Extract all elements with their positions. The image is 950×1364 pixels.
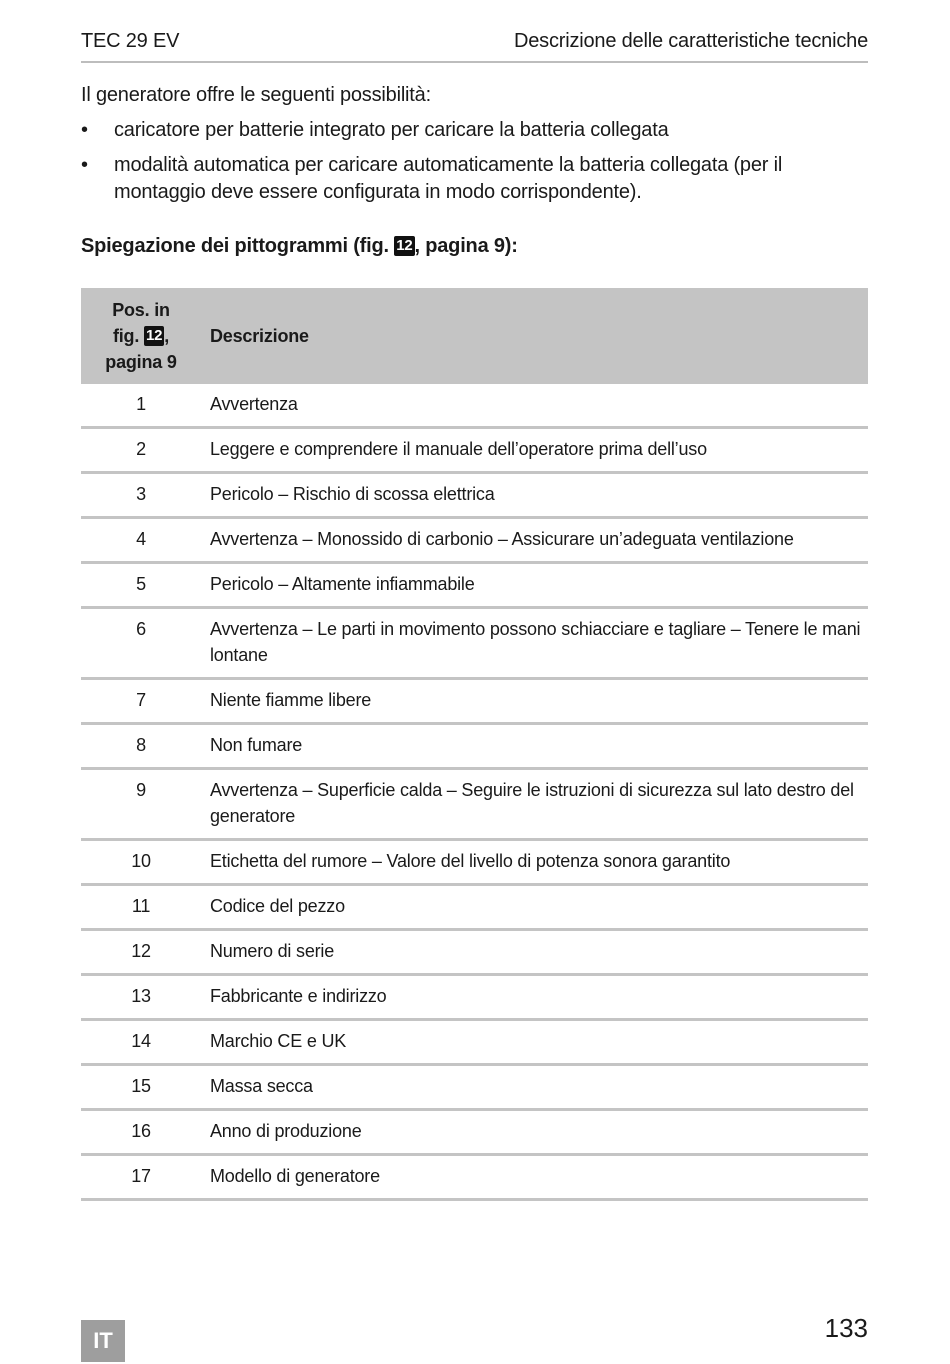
- table-row: [81, 840, 868, 885]
- table-row: [81, 428, 868, 473]
- header-model: TEC 29 EV: [81, 30, 180, 52]
- row-position: 14: [81, 1020, 201, 1065]
- intro-section: [81, 82, 871, 214]
- row-description: Etichetta del rumore – Valore del livello di potenza sonora garantito: [201, 840, 868, 885]
- row-position: 5: [81, 563, 201, 608]
- list-item: [81, 152, 871, 206]
- row-description: Non fumare: [201, 724, 868, 769]
- table-row: [81, 975, 868, 1020]
- table-row: [81, 1020, 868, 1065]
- table-row: [81, 885, 868, 930]
- row-position: 10: [81, 840, 201, 885]
- row-position: 15: [81, 1065, 201, 1110]
- language-tab: IT: [81, 1320, 125, 1362]
- table-row: [81, 1110, 868, 1155]
- figure-number-badge: 12: [145, 327, 163, 344]
- bullet-icon: •: [81, 154, 88, 176]
- page-header: [81, 30, 868, 63]
- bullet-icon: •: [81, 119, 88, 141]
- table-header-row: [81, 288, 868, 384]
- row-description: Numero di serie: [201, 930, 868, 975]
- page-number: 133: [824, 1313, 868, 1343]
- row-position: 6: [81, 608, 201, 679]
- section-title-suffix: , pagina 9):: [414, 235, 518, 257]
- list-item-text: caricatore per batterie integrato per caricare la batteria collegata: [114, 119, 669, 141]
- row-description: Pericolo – Altamente infiammabile: [201, 563, 868, 608]
- table-row: [81, 384, 868, 428]
- row-position: 7: [81, 679, 201, 724]
- row-position: 17: [81, 1155, 201, 1200]
- row-position: 4: [81, 518, 201, 563]
- table-row: [81, 769, 868, 840]
- row-position: 16: [81, 1110, 201, 1155]
- row-description: Avvertenza – Le parti in movimento possono schiacciare e tagliare – Tenere le mani lontane: [201, 608, 868, 679]
- list-item: [81, 117, 871, 144]
- table-body: [81, 384, 868, 1200]
- list-item-text: modalità automatica per caricare automaticamente la batteria collegata (per il montaggio deve essere configurata in modo corrispondente).: [114, 154, 783, 203]
- row-description: Leggere e comprendere il manuale dell’operatore prima dell’uso: [201, 428, 868, 473]
- figure-number-badge: 12: [396, 237, 413, 254]
- row-position: 9: [81, 769, 201, 840]
- row-position: 2: [81, 428, 201, 473]
- row-description: Pericolo – Rischio di scossa elettrica: [201, 473, 868, 518]
- row-description: Avvertenza – Monossido di carbonio – Assicurare un’adeguata ventilazione: [201, 518, 868, 563]
- table-row: [81, 679, 868, 724]
- table-row: [81, 724, 868, 769]
- row-description: Fabbricante e indirizzo: [201, 975, 868, 1020]
- row-description: Niente fiamme libere: [201, 679, 868, 724]
- row-position: 12: [81, 930, 201, 975]
- row-description: Avvertenza: [201, 384, 868, 428]
- table-row: [81, 930, 868, 975]
- section-title-text: Spiegazione dei pittogrammi (fig.: [81, 235, 389, 257]
- row-position: 11: [81, 885, 201, 930]
- row-description: Avvertenza – Superficie calda – Seguire le istruzioni di sicurezza sul lato destro del generatore: [201, 769, 868, 840]
- section-title: [81, 235, 518, 258]
- row-position: 3: [81, 473, 201, 518]
- row-description: Codice del pezzo: [201, 885, 868, 930]
- row-position: 1: [81, 384, 201, 428]
- table-row: [81, 1155, 868, 1200]
- table-row: [81, 1065, 868, 1110]
- row-description: Marchio CE e UK: [201, 1020, 868, 1065]
- table-row: [81, 473, 868, 518]
- intro-lead: Il generatore offre le seguenti possibilità:: [81, 84, 431, 106]
- row-description: Anno di produzione: [201, 1110, 868, 1155]
- pictogram-table: [81, 288, 868, 1201]
- row-position: 13: [81, 975, 201, 1020]
- header-chapter-title: Descrizione delle caratteristiche tecniche: [514, 30, 868, 52]
- table-row: [81, 563, 868, 608]
- table-row: [81, 608, 868, 679]
- feature-list: [81, 117, 871, 206]
- table-row: [81, 518, 868, 563]
- row-position: 8: [81, 724, 201, 769]
- column-header-description: Descrizione: [201, 288, 868, 384]
- column-header-position: Pos. in fig. 12 , pagina 9: [81, 288, 201, 384]
- row-description: Massa secca: [201, 1065, 868, 1110]
- row-description: Modello di generatore: [201, 1155, 868, 1200]
